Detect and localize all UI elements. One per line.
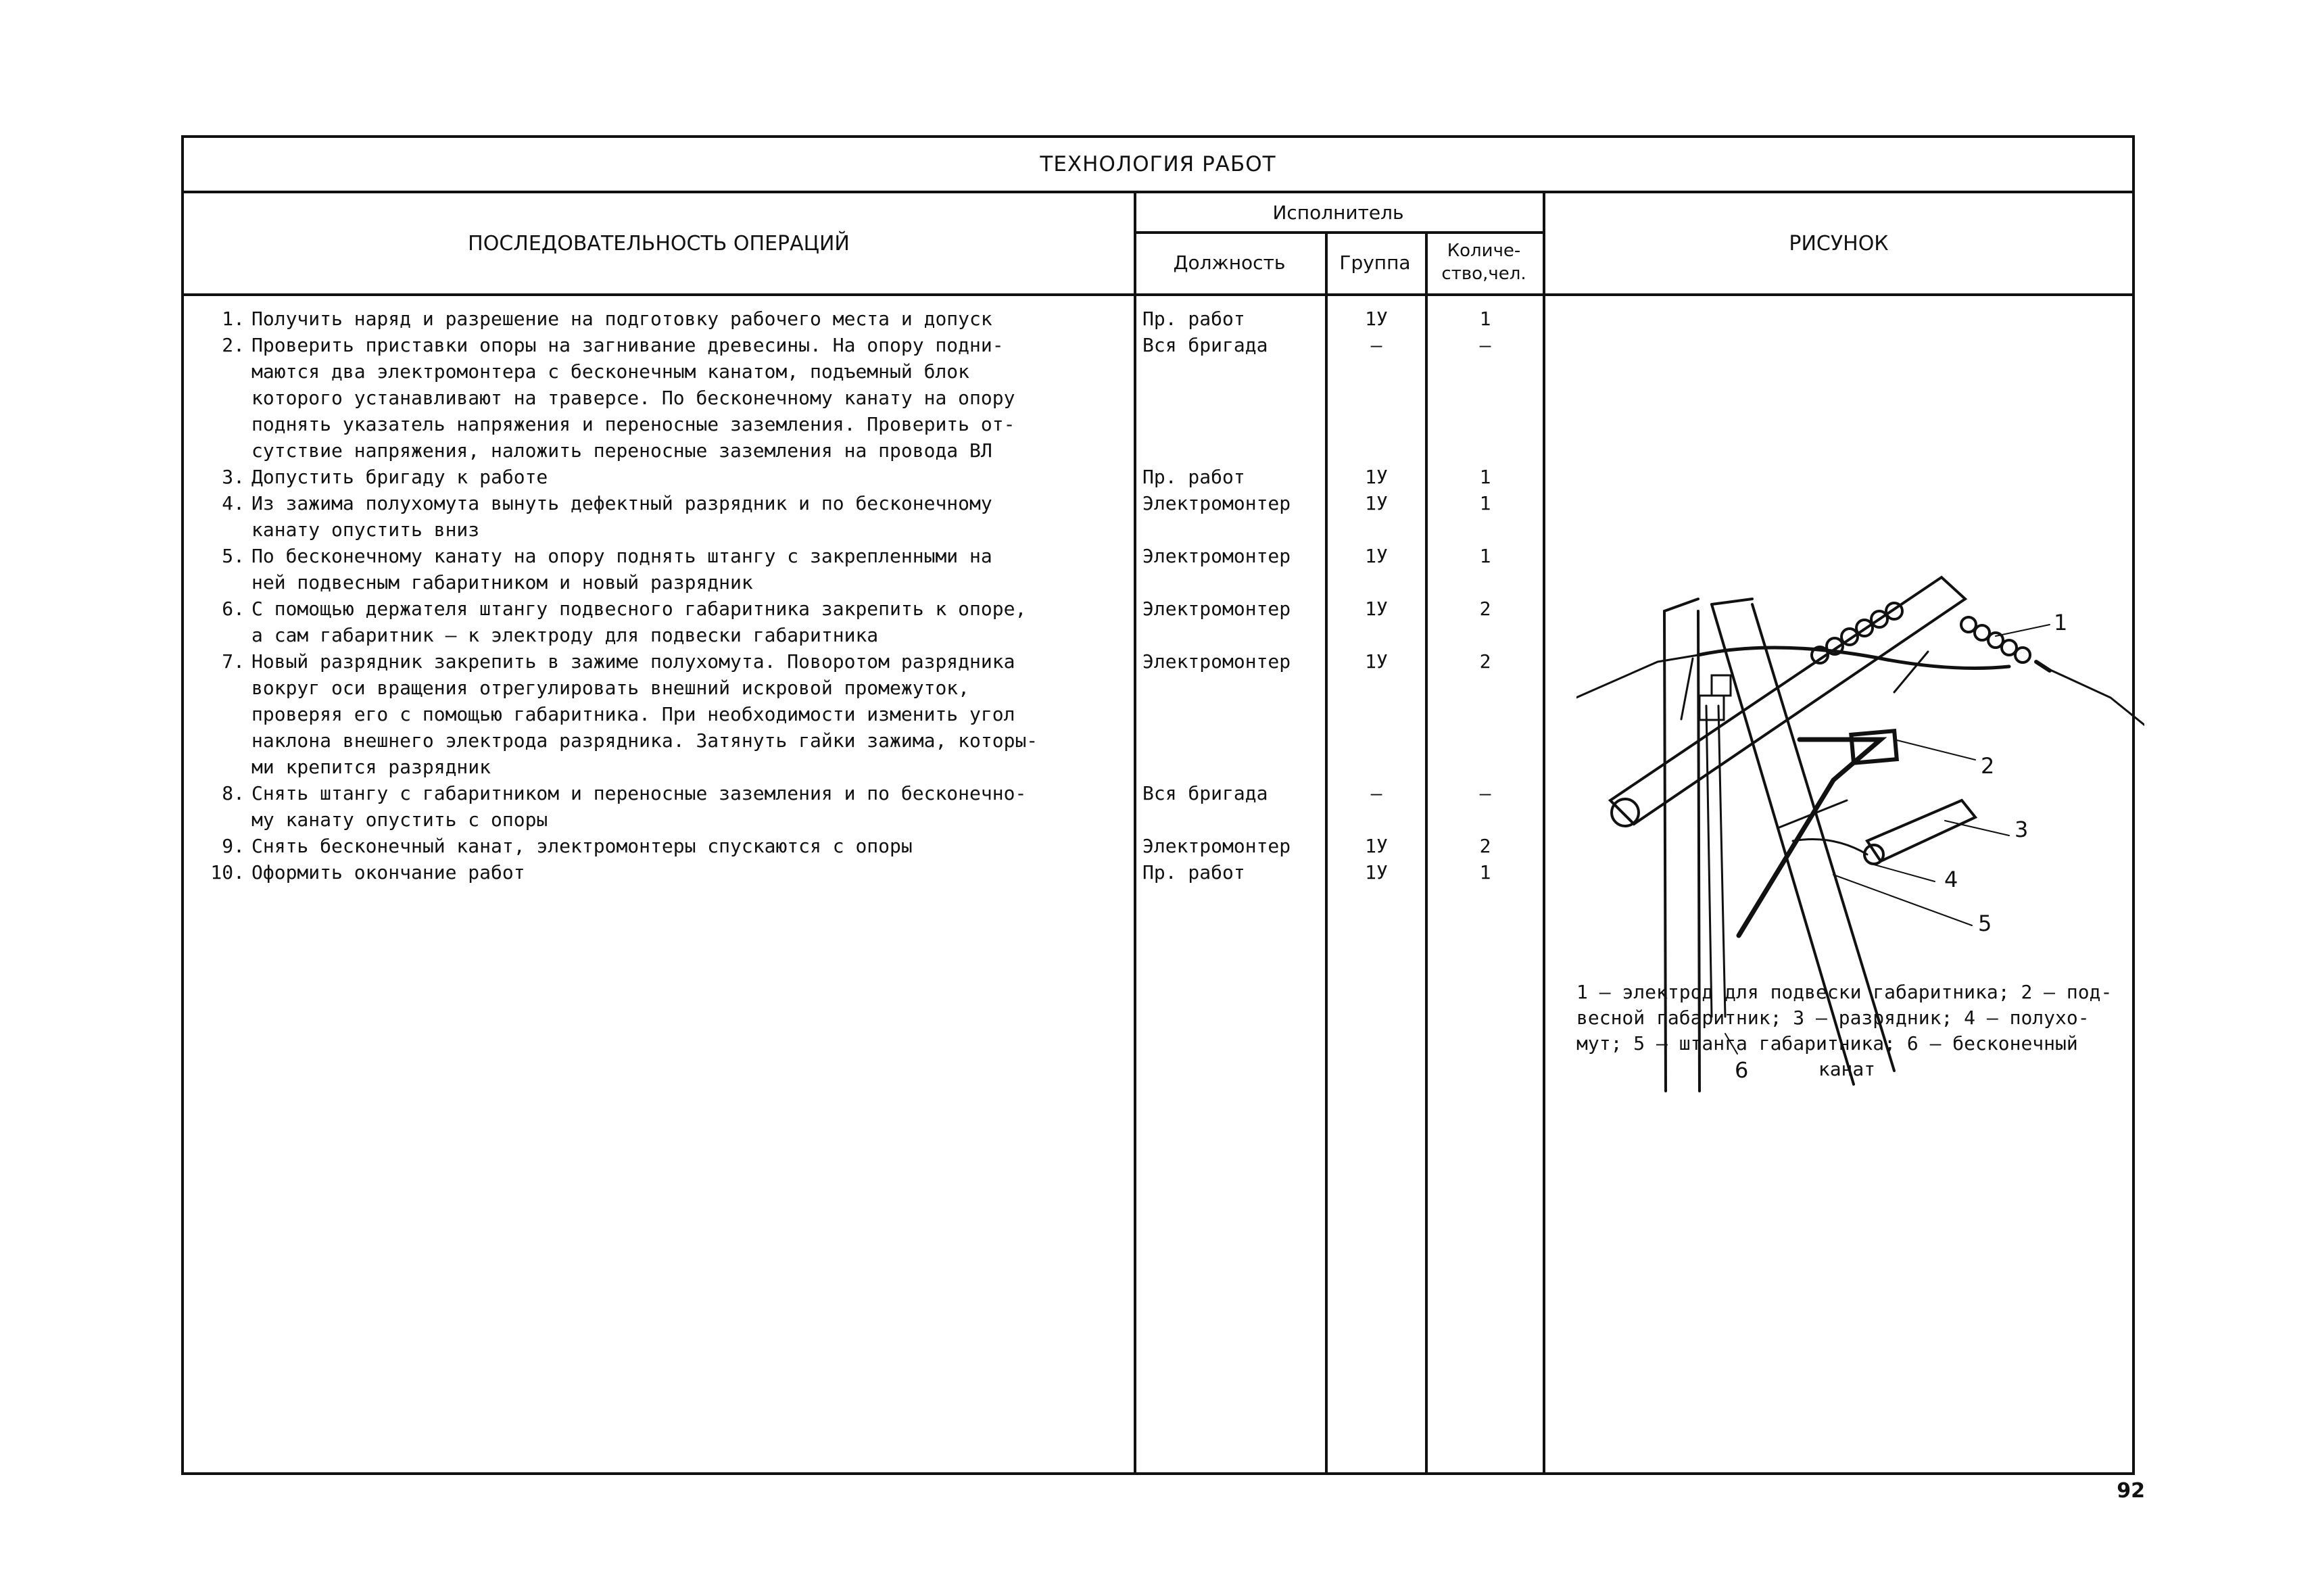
operation-position: Пр. работ [1142,308,1245,330]
operation-position: Пр. работ [1142,466,1245,488]
operation-text-line: По бесконечному канату на опору поднять штангу с закрепленными на [251,545,992,567]
caption-line-4: канат [1818,1058,1876,1080]
operation-number: 1. [222,308,245,330]
operation-count: 2 [1479,650,1491,673]
operation-text-line: Снять штангу с габаритником и переносные заземления и по бесконечно- [251,782,1027,804]
caption-line-2: весной габаритник; 3 – разрядник; 4 – полухо- [1576,1007,2090,1029]
figure-label-6: 6 [1735,1057,1749,1083]
operation-text-line: маются два электромонтера с бесконечным канатом, подъемный блок [251,360,970,383]
operation-group: – [1370,334,1382,356]
operation-group: 1У [1365,861,1388,884]
figure-label-1: 1 [2054,610,2068,635]
operation-text-line: вокруг оси вращения отрегулировать внешний искровой промежуток, [251,677,970,699]
line-wire [2043,667,2144,790]
header-sequence: ПОСЛЕДОВАТЕЛЬНОСТЬ ОПЕРАЦИЙ [468,231,850,256]
operation-text-line: канату опустить вниз [251,518,480,541]
operation-number: 4. [222,492,245,514]
operation-text-line: Получить наряд и разрешение на подготовку рабочего места и допуск [251,308,992,330]
operation-count: 1 [1479,545,1491,567]
operation-text-line: му канату опустить с опоры [251,808,548,831]
operation-number: 6. [222,598,245,620]
endless-rope-1 [1706,706,1712,1017]
operation-number: 2. [222,334,245,356]
operation-position: Вся бригада [1142,782,1268,804]
operation-text-line: Оформить окончание работ [251,861,525,884]
operation-count: – [1479,334,1491,356]
operation-text-line: а сам габаритник — к электроду для подвески габаритника [251,624,879,646]
operation-position: Электромонтер [1142,492,1291,514]
table-title: ТЕХНОЛОГИЯ РАБОТ [184,138,2132,193]
operation-text-line: наклона внешнего электрода разрядника. Затянуть гайки зажима, которы- [251,729,1038,752]
pole-top [1664,599,1698,611]
operation-position: Электромонтер [1142,650,1291,673]
operation-count: 2 [1479,598,1491,620]
caption-line-3: мут; 5 – штанга габаритника; 6 – бесконечный [1576,1032,2078,1055]
caption-line-1: 1 – электрод для подвески габаритника; 2 – под- [1576,981,2113,1003]
operation-text-line: сутствие напряжения, наложить переносные заземления на провода ВЛ [251,439,992,462]
operation-text-line: проверяя его с помощью габаритника. При необходимости изменить угол [251,703,1015,725]
operation-group: 1У [1365,466,1388,488]
header-quantity [1425,231,1543,293]
operation-position: Электромонтер [1142,545,1291,567]
column-divider-count [1543,193,1545,1475]
work-technology-table [181,135,2135,1475]
operation-text-line: ми крепится разрядник [251,756,491,778]
operation-number: 3. [222,466,245,488]
operation-text-line: Снять бесконечный канат, электромонтеры спускаются с опоры [251,835,913,857]
operation-text-line: С помощью держателя штангу подвесного габаритника закрепить к опоре, [251,598,1027,620]
header-group: Группа [1339,251,1411,274]
half-clamp [1793,840,1867,855]
figure-label-3: 3 [2015,817,2029,842]
ground-wire [1698,648,2009,668]
operation-group: 1У [1365,650,1388,673]
header-quantity-line2: ство,чел. [1441,264,1526,284]
operation-group: 1У [1365,598,1388,620]
operation-text-line: которого устанавливают на траверсе. По бесконечному канату на опору [251,387,1015,409]
operation-count: 2 [1479,835,1491,857]
operation-group: – [1370,782,1382,804]
figure-label-5: 5 [1978,911,1992,936]
operation-number: 5. [222,545,245,567]
operation-text-line: поднять указатель напряжения и переносные заземления. Проверить от- [251,413,1015,435]
operation-number: 7. [222,650,245,673]
figure-label-4: 4 [1944,867,1958,892]
header-quantity-line1: Количе- [1447,241,1521,261]
operation-count: 1 [1479,492,1491,514]
figure-label-2: 2 [1981,753,1995,779]
electrode [1894,652,1928,692]
operation-number: 10. [210,861,245,884]
operation-count: 1 [1479,466,1491,488]
operation-position: Электромонтер [1142,598,1291,620]
operation-group: 1У [1365,492,1388,514]
operation-count: 1 [1479,308,1491,330]
operation-number: 8. [222,782,245,804]
endless-rope-2 [1718,706,1725,1017]
page-number: 92 [2117,1479,2145,1503]
operation-text-line: Проверить приставки опоры на загнивание древесины. На опору подни- [251,334,1004,356]
operation-count: – [1479,782,1491,804]
column-divider-sequence [1134,193,1136,1475]
operation-text-line: Новый разрядник закрепить в зажиме полухомута. Поворотом разрядника [251,650,1015,673]
header-figure: РИСУНОК [1789,231,1889,256]
operation-position: Вся бригада [1142,334,1268,356]
operation-position: Электромонтер [1142,835,1291,857]
header-performer: Исполнитель [1272,201,1404,224]
operation-number: 9. [222,835,245,857]
operation-position: Пр. работ [1142,861,1245,884]
operation-group: 1У [1365,835,1388,857]
header-position: Должность [1173,251,1286,274]
operation-text-line: Из зажима полухомута вынуть дефектный разрядник и по бесконечному [251,492,992,514]
operation-count: 1 [1479,861,1491,884]
header-bottom-divider [184,293,2132,296]
operation-group: 1У [1365,308,1388,330]
operation-text-line: ней подвесным габаритником и новый разрядник [251,571,753,594]
operation-text-line: Допустить бригаду к работе [251,466,548,488]
insulator-string-right [1961,617,2030,662]
operation-group: 1У [1365,545,1388,567]
